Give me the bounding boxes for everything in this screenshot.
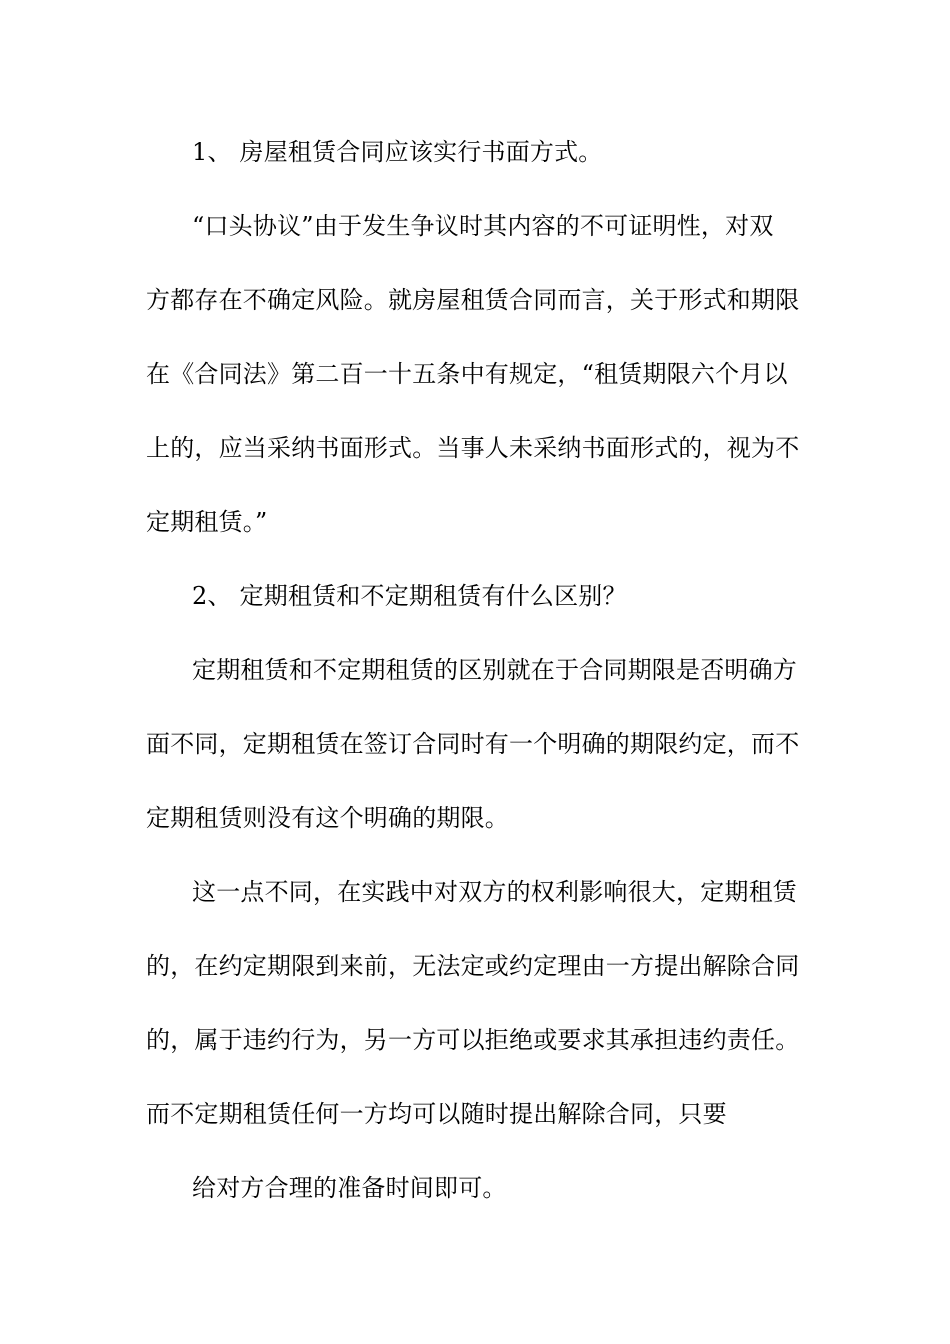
paragraph-line: 这一点不同，在实践中对双方的权利影响很大，定期租赁 <box>192 878 797 906</box>
paragraph-line: 的，在约定期限到来前，无法定或约定理由一方提出解除合同 <box>146 952 800 980</box>
section-heading-1: 1、 房屋租赁合同应该实行书面方式。 <box>192 138 603 166</box>
paragraph-line: 上的，应当采纳书面形式。当事人未采纳书面形式的，视为不 <box>146 434 800 462</box>
paragraph-line: 给对方合理的准备时间即可。 <box>192 1174 507 1202</box>
section-heading-2: 2、 定期租赁和不定期租赁有什么区别？ <box>192 582 627 610</box>
paragraph-line: 定期租赁则没有这个明确的期限。 <box>146 804 509 832</box>
paragraph-line: 在《合同法》第二百一十五条中有规定，“租赁期限六个月以 <box>146 360 788 388</box>
paragraph-line: 方都存在不确定风险。就房屋租赁合同而言，关于形式和期限 <box>146 286 800 314</box>
paragraph-line: “口头协议”由于发生争议时其内容的不可证明性，对双 <box>192 212 774 240</box>
paragraph-line: 而不定期租赁任何一方均可以随时提出解除合同，只要 <box>146 1100 727 1128</box>
paragraph-line: 面不同，定期租赁在签订合同时有一个明确的期限约定，而不 <box>146 730 800 758</box>
paragraph-line: 定期租赁。” <box>146 508 268 536</box>
paragraph-line: 定期租赁和不定期租赁的区别就在于合同期限是否明确方 <box>192 656 797 684</box>
paragraph-line: 的，属于违约行为，另一方可以拒绝或要求其承担违约责任。 <box>146 1026 800 1054</box>
